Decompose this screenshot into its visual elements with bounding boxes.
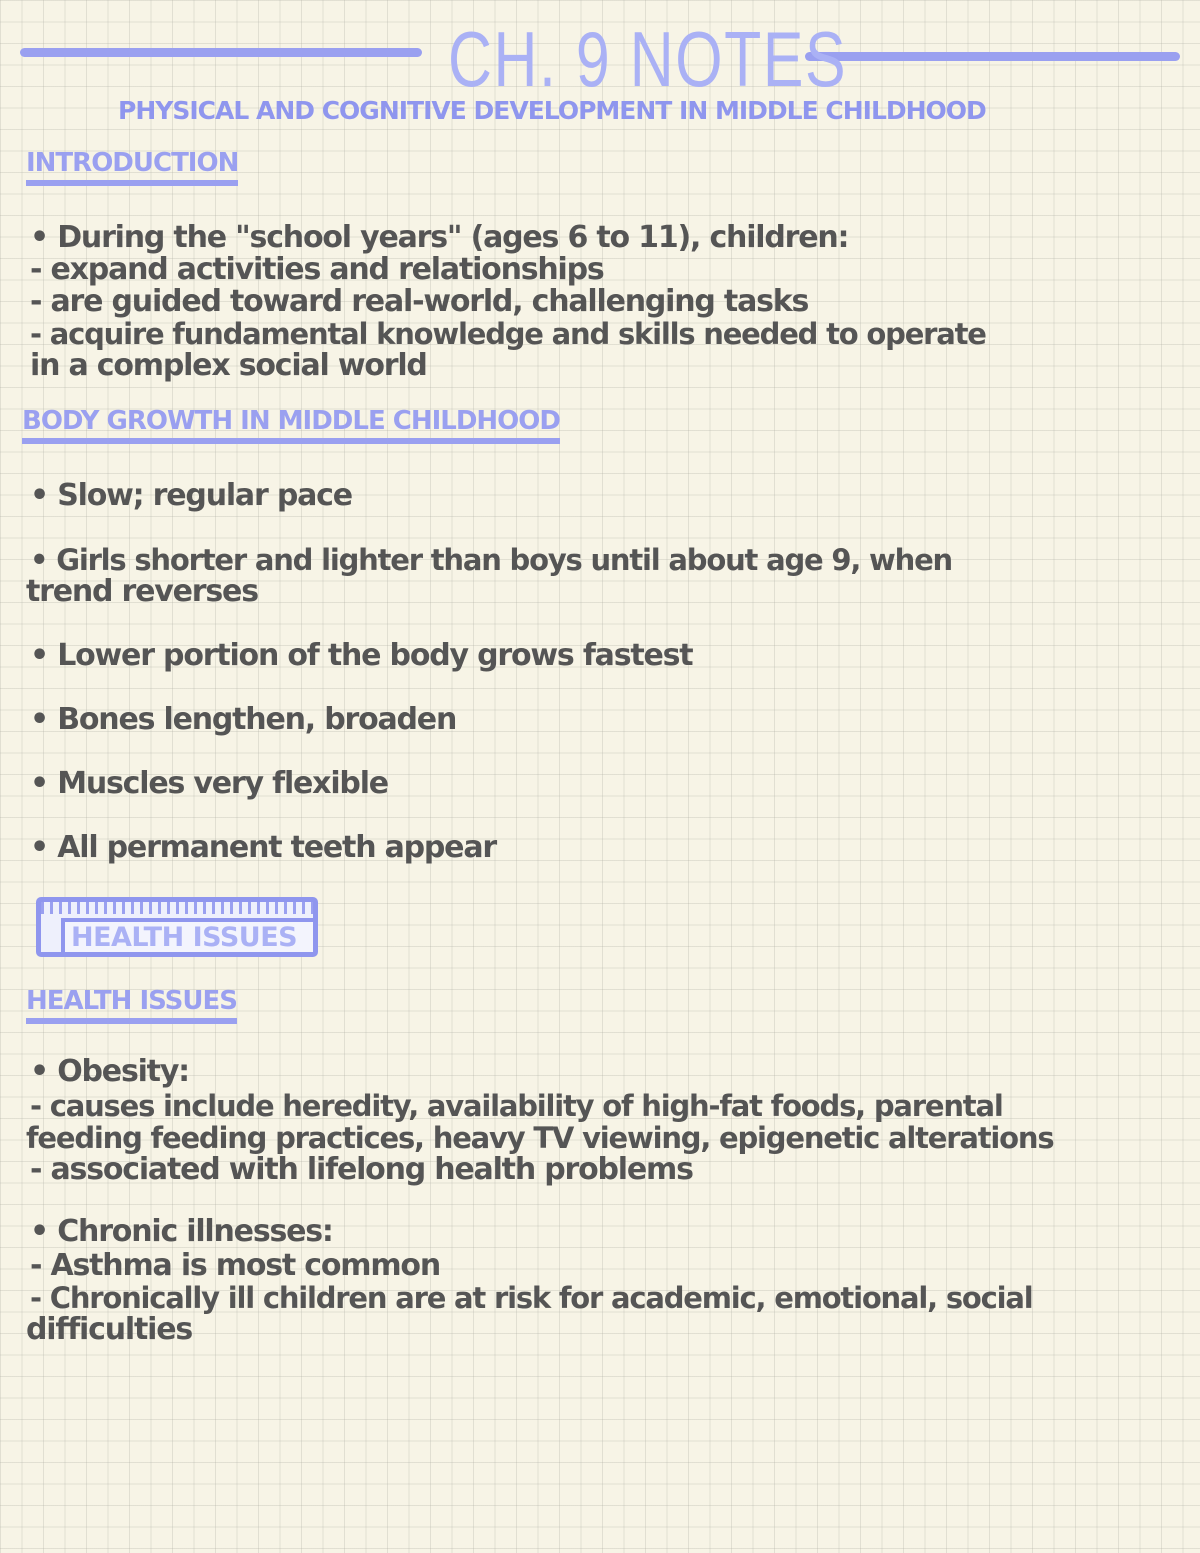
chronic-line-1: • Chronic illnesses: bbox=[30, 1214, 333, 1249]
obesity-line-2: - causes include heredity, availability of high-fat foods, parental bbox=[30, 1089, 1003, 1123]
body-growth-item-5: • Muscles very flexible bbox=[30, 766, 388, 801]
body-growth-item-6: • All permanent teeth appear bbox=[30, 830, 496, 865]
heading-health-issues: HEALTH ISSUES bbox=[26, 986, 237, 1024]
body-growth-item-2-cont: trend reverses bbox=[26, 574, 258, 609]
obesity-line-1: • Obesity: bbox=[30, 1054, 189, 1089]
body-growth-item-2: • Girls shorter and lighter than boys until about age 9, when bbox=[30, 543, 953, 577]
title-rule-right bbox=[805, 52, 1180, 61]
chronic-line-3: - Chronically ill children are at risk for academic, emotional, social bbox=[30, 1281, 1033, 1315]
body-growth-item-3: • Lower portion of the body grows fastest bbox=[30, 638, 693, 673]
intro-line-5: in a complex social world bbox=[30, 348, 427, 383]
page-subtitle: PHYSICAL AND COGNITIVE DEVELOPMENT IN MIDDLE CHILDHOOD bbox=[118, 96, 986, 125]
heading-introduction: INTRODUCTION bbox=[26, 148, 238, 186]
intro-line-4: - acquire fundamental knowledge and skills needed to operate bbox=[30, 317, 986, 351]
body-growth-item-1: • Slow; regular pace bbox=[30, 478, 352, 513]
title-rule-left bbox=[20, 48, 422, 57]
intro-line-2: - expand activities and relationships bbox=[30, 252, 604, 287]
obesity-line-4: - associated with lifelong health problems bbox=[30, 1152, 693, 1187]
body-growth-item-4: • Bones lengthen, broaden bbox=[30, 702, 457, 737]
chronic-line-4: difficulties bbox=[26, 1312, 192, 1347]
obesity-line-3: feeding feeding practices, heavy TV viewing, epigenetic alterations bbox=[26, 1121, 1054, 1155]
health-issues-banner-label: HEALTH ISSUES bbox=[71, 922, 298, 953]
chronic-line-2: - Asthma is most common bbox=[30, 1248, 440, 1283]
intro-line-3: - are guided toward real-world, challenging tasks bbox=[30, 284, 809, 319]
heading-body-growth: BODY GROWTH IN MIDDLE CHILDHOOD bbox=[22, 406, 560, 444]
health-issues-banner bbox=[36, 897, 318, 957]
page-title: CH. 9 NOTES bbox=[448, 15, 848, 103]
intro-line-1: • During the "school years" (ages 6 to 11), children: bbox=[30, 220, 849, 255]
